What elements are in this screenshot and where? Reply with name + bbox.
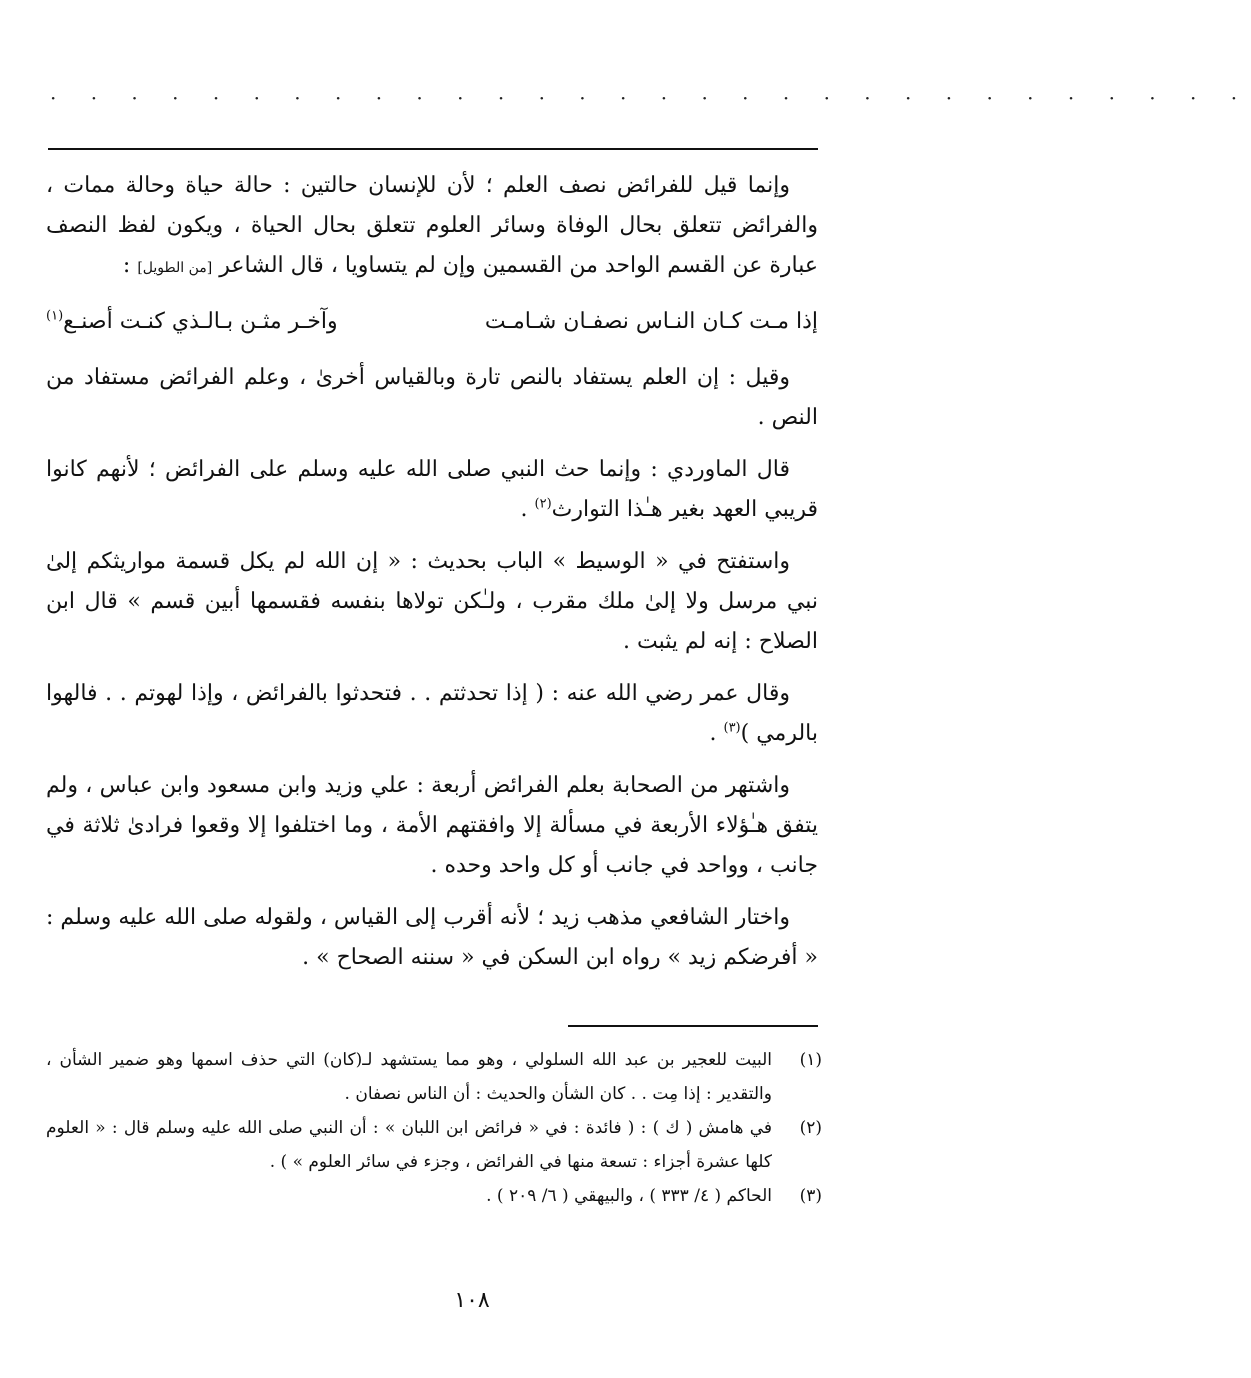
paragraph-umar (46, 674, 818, 754)
footnote-1 (46, 1043, 822, 1111)
verse-first-hemistich: إذا مـت كـان النـاس نصفـان شـامـت (484, 309, 818, 334)
main-text (46, 166, 818, 990)
footnote-number: (٣) (799, 1186, 822, 1206)
footnote-marker-1: (١) (46, 308, 64, 324)
footnote-2 (46, 1111, 822, 1179)
footnote-text: الحاكم ( ٤/ ٣٣٣ ) ، والبيهقي ( ٦/ ٢٠٩ ) . (486, 1186, 772, 1206)
paragraph-text-end: . (709, 721, 724, 746)
paragraph-text: قال الماوردي : وإنما حث النبي صلى الله عليه وسلم على الفرائض ؛ لأنهم كانوا قريبي العهد بغير هـٰذا التوارث (46, 457, 818, 522)
paragraph-text: وقال عمر رضي الله عنه : ( إذا تحدثتم . . فتحدثوا بالفرائض ، وإذا لهوتم . . فالهوا بالرمي ) (46, 681, 818, 746)
footnote-rule (568, 1025, 818, 1027)
paragraph-shafii: واختار الشافعي مذهب زيد ؛ لأنه أقرب إلى القياس ، ولقوله صلى الله عليه وسلم : « أفرضكم زيد » رواه ابن السكن في « سننه الصحاح » . (46, 905, 818, 970)
verse-second-hemistich: وآخـر مثـن بـالـذي كنـت أصنـع (63, 309, 338, 334)
footnote-number: (٢) (799, 1118, 822, 1138)
header-rule (48, 148, 818, 150)
paragraph-nass: وقيل : إن العلم يستفاد بالنص تارة وبالقياس أخرىٰ ، وعلم الفرائض مستفاد من النص . (46, 365, 818, 430)
paragraph-half-knowledge (46, 166, 818, 288)
footnote-marker-2: (٢) (534, 496, 552, 512)
poetry-verse (46, 300, 818, 344)
meter-tag: [من الطويل] (137, 260, 213, 276)
header-dotted-line: · · · · · · · · · · · · · · · · · · · · · · · · · · · · · · (50, 86, 1251, 110)
paragraph-text-end: : (122, 253, 138, 278)
verse-second-hemistich-wrap (46, 300, 338, 344)
footnote-text: في هامش ( ك ) : ( فائدة : في « فرائض ابن اللبان » : أن النبي صلى الله عليه وسلم قال : « العلوم كلها عشرة أجزاء : تسعة منها في الفرائض ، وجزء في سائر العلوم » ) . (46, 1118, 772, 1172)
paragraph-mawardi (46, 450, 818, 530)
footnote-3 (46, 1179, 822, 1213)
footnote-marker-3: (٣) (723, 720, 741, 736)
paragraph-text: وإنما قيل للفرائض نصف العلم ؛ لأن للإنسان حالتين : حالة حياة وحالة ممات ، والفرائض تتعلق بحال الوفاة وسائر العلوم تتعلق بحال الحياة ، ويكون لفظ النصف عبارة عن القسم الواحد من القسمين وإن لم يتساويا ، قال الشاعر (46, 173, 818, 278)
footnote-text: البيت للعجير بن عبد الله السلولي ، وهو مما يستشهد لـ(كان) التي حذف اسمها وهو ضمير الشأن ، والتقدير : إذا مِت . . كان الشأن والحديث : أن الناس نصفان . (46, 1050, 772, 1104)
page-number: ١٠٨ (454, 1288, 490, 1313)
paragraph-companions: واشتهر من الصحابة بعلم الفرائض أربعة : علي وزيد وابن مسعود وابن عباس ، ولم يتفق هـٰؤلاء الأربعة في مسألة إلا وافقتهم الأمة ، وما اختلفوا إلا وقعوا فرادىٰ ثلاثة في جانب ، وواحد في جانب أو كل واحد وحده . (46, 773, 818, 878)
paragraph-text-end: . (520, 497, 535, 522)
paragraph-wasit: واستفتح في « الوسيط » الباب بحديث : « إن الله لم يكل قسمة مواريثكم إلىٰ نبي مرسل ولا إلىٰ ملك مقرب ، ولـٰكن تولاها بنفسه فقسمها أبين قسم » قال ابن الصلاح : إنه لم يثبت . (46, 549, 818, 654)
footnotes (46, 1043, 822, 1213)
footnote-number: (١) (799, 1050, 822, 1070)
